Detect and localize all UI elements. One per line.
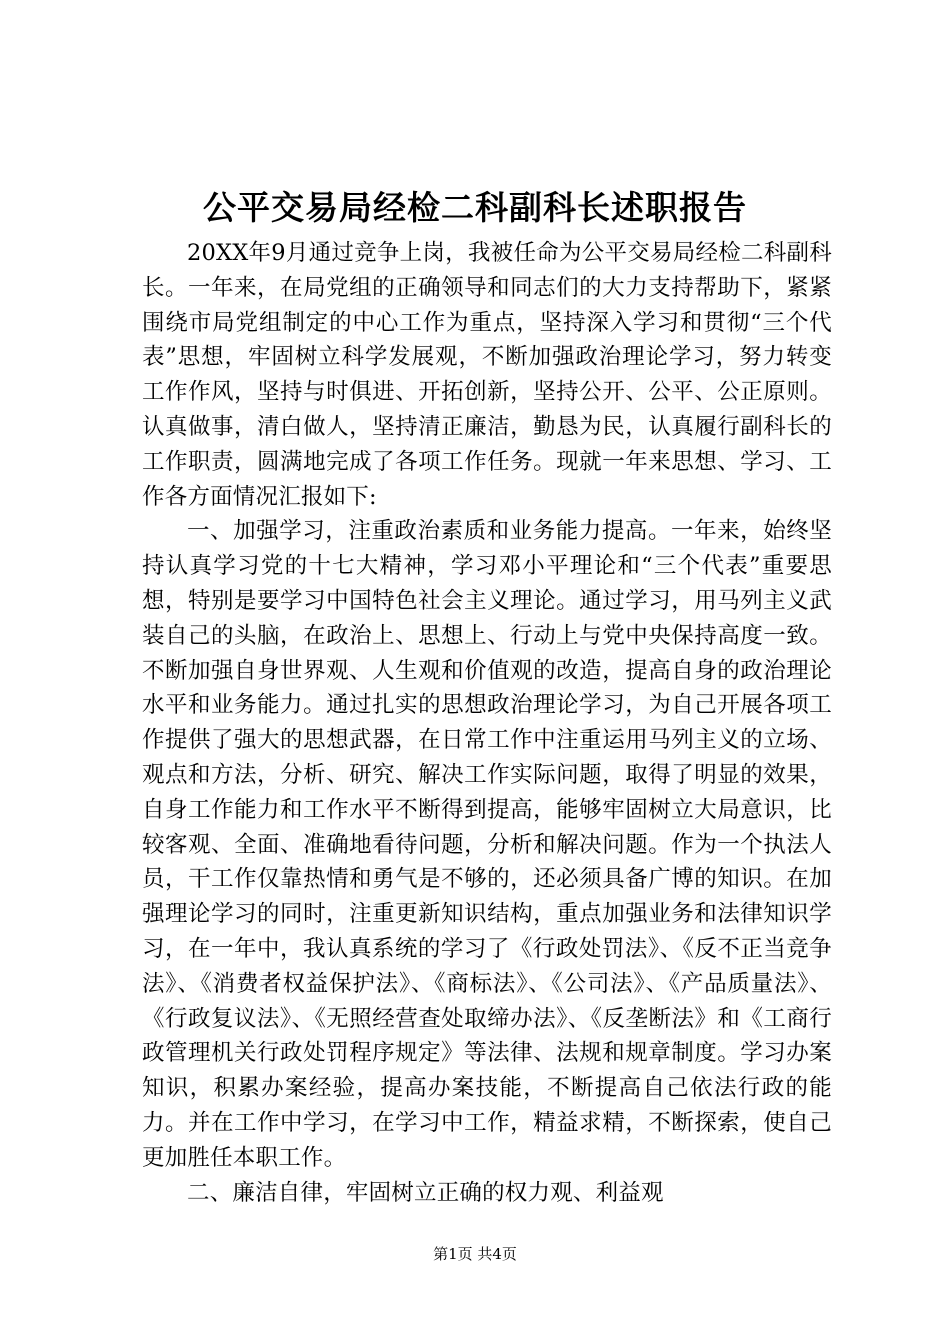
paragraph-intro: 20XX年9月通过竞争上岗，我被任命为公平交易局经检二科副科长。一年来，在局党组的正确领导和同志们的大力支持帮助下，紧紧围绕市局党组制定的中心工作为重点，坚持深入学习和贯彻“三个代表”思想，牢固树立科学发展观，不断加强政治理论学习，努力转变工作作风，坚持与时俱进、开拓创新，坚持公开、公平、公正原则。认真做事，清白做人，坚持清正廉洁，勤恳为民，认真履行副科长的工作职责，圆满地完成了各项工作任务。现就一年来思想、学习、工作各方面情况汇报如下: — [142, 240, 832, 510]
paragraph-section-two-heading: 二、廉洁自律，牢固树立正确的权力观、利益观 — [187, 1179, 664, 1206]
page-number-footer: 第1页 共4页 — [433, 1245, 517, 1263]
document-title: 公平交易局经检二科副科长述职报告 — [203, 188, 747, 227]
paragraph-section-one: 一、加强学习，注重政治素质和业务能力提高。一年来，始终坚持认真学习党的十七大精神，学习邓小平理论和“三个代表”重要思想，特别是要学习中国特色社会主义理论。通过学习，用马列主义武装自己的头脑，在政治上、思想上、行动上与党中央保持高度一致。不断加强自身世界观、人生观和价值观的改造，提高自身的政治理论水平和业务能力。通过扎实的思想政治理论学习，为自己开展各项工作提供了强大的思想武器，在日常工作中注重运用马列主义的立场、观点和方法，分析、研究、解决工作实际问题，取得了明显的效果，自身工作能力和工作水平不断得到提高，能够牢固树立大局意识，比较客观、全面、准确地看待问题，分析和解决问题。作为一个执法人员，干工作仅靠热情和勇气是不够的，还必须具备广博的知识。在加强理论学习的同时，注重更新知识结构，重点加强业务和法律知识学习，在一年中，我认真系统的学习了《行政处罚法》、《反不正当竞争法》、《消费者权益保护法》、《商标法》、《公司法》、《产品质量法》、《行政复议法》、《无照经营查处取缔办法》、《反垄断法》和《工商行政管理机关行政处罚程序规定》等法律、法规和规章制度。学习办案知识，积累办案经验，提高办案技能，不断提高自己依法行政的能力。并在工作中学习，在学习中工作，精益求精，不断探索，使自己更加胜任本职工作。 — [142, 518, 832, 1171]
document-body — [142, 236, 832, 1210]
